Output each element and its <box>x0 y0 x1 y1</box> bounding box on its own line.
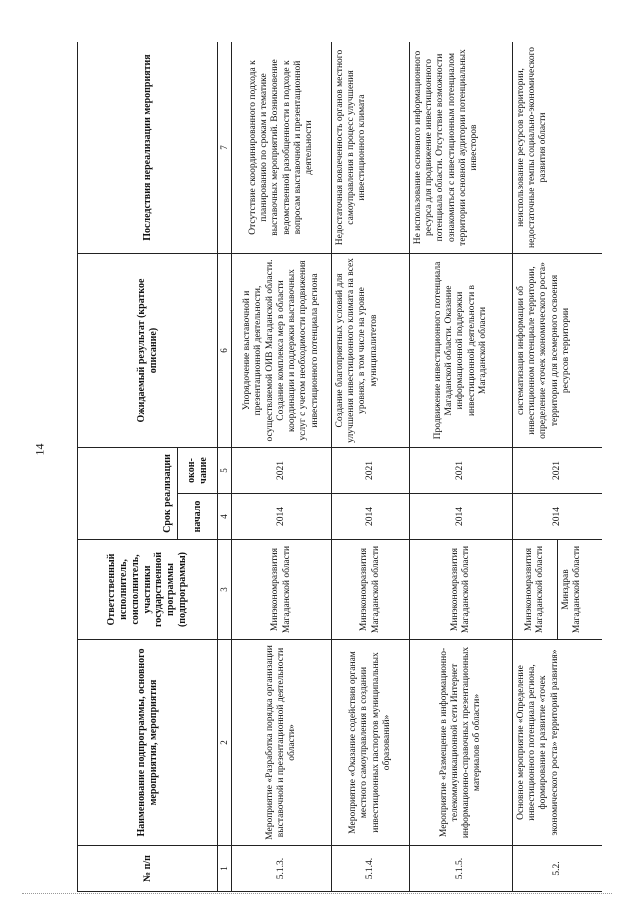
row-start: 2014 <box>513 494 603 540</box>
row-result: Продвижение инвестиционного потенциала Магаданской области. Оказание информационной поддержки инвестиционной деятельности в Магаданской области <box>410 254 513 448</box>
header-name: Наименование подпрограммы, основного мероприятия, мероприятия <box>78 640 218 846</box>
column-index: 5 <box>218 448 232 494</box>
table-frame <box>77 42 602 892</box>
column-index: 4 <box>218 494 232 540</box>
column-index-row <box>218 42 232 892</box>
row-name: Мероприятие «Размещение в информационно-телекоммуникационной сети Интернет информационно-справочных презентационных материалов об области» <box>410 640 513 846</box>
table-row <box>513 42 558 892</box>
header-term: Срок реализации <box>78 448 178 540</box>
row-name: Мероприятие «Оказание содействия органам местного самоуправления в создании инвестиционных паспортов муниципальных образований» <box>332 640 410 846</box>
row-result: систематизация информации об инвестиционном потенциале территории, определение «точек экономического роста» территории для всемерного освоения ресурсов территории <box>513 254 603 448</box>
row-responsible: Минэкономразвития Магаданской области <box>232 540 332 640</box>
row-num: 5.1.3. <box>232 846 332 892</box>
row-num: 5.2. <box>513 846 603 892</box>
header-consequences: Последствия нереализации мероприятия <box>78 42 218 254</box>
row-end: 2021 <box>332 448 410 494</box>
row-consequences: Не использование основного информационного ресурса для продвижение инвестиционного потенциала области. Отсутствие возможности ознакомиться с инвестиционным потенциалом территории основной аудитории потенциальных инвесторов <box>410 42 513 254</box>
row-end: 2021 <box>513 448 603 494</box>
header-result: Ожидаемый результат (краткое описание) <box>78 254 218 448</box>
row-responsible: Минэкономразвития Магаданской области <box>332 540 410 640</box>
row-name: Мероприятие «Разработка порядка организации выставочной и презентационной деятельности области» <box>232 640 332 846</box>
row-responsible: Минэкономразвития Магаданской области <box>513 540 558 640</box>
row-num: 5.1.4. <box>332 846 410 892</box>
row-consequences: неиспользование ресурсов территории, недостаточные темпы социально-экономического развития области <box>513 42 603 254</box>
rotated-table-wrapper <box>77 42 602 892</box>
column-index: 3 <box>218 540 232 640</box>
column-index: 1 <box>218 846 232 892</box>
table-row <box>232 42 332 892</box>
row-result: Создание благоприятных условий для улучшения инвестиционного климата на всех уровнях, в том числе на уровне муниципалитетов <box>332 254 410 448</box>
row-start: 2014 <box>332 494 410 540</box>
header-row <box>78 42 178 892</box>
row-start: 2014 <box>232 494 332 540</box>
row-responsible: Минздрав Магаданской области <box>558 540 603 640</box>
row-start: 2014 <box>410 494 513 540</box>
row-name: Основное мероприятие «Определение инвестиционного потенциала региона, формирование и развитие «точек экономического роста» территорий развития» <box>513 640 603 846</box>
row-responsible: Минэкономразвития Магаданской области <box>410 540 513 640</box>
column-index: 6 <box>218 254 232 448</box>
table-row <box>410 42 513 892</box>
row-consequences: Недостаточная вовлеченность органов местного самоуправления в процесс улучшения инвестиционного климата <box>332 42 410 254</box>
table-row <box>332 42 410 892</box>
header-end: окон-чание <box>178 448 218 494</box>
row-num: 5.1.5. <box>410 846 513 892</box>
header-start: начало <box>178 494 218 540</box>
page-bottom-rule <box>22 893 612 894</box>
row-consequences: Отсутствие скоординированного подхода к планированию по срокам и тематике выставочных мероприятий. Возникновение ведомственной разобщенности в подходе к вопросам выставочной и презентационной деятельности <box>232 42 332 254</box>
page-number: 14 <box>32 443 47 456</box>
row-end: 2021 <box>410 448 513 494</box>
header-responsible: Ответственный исполнитель, соисполнитель, участники государственной программы (подпрограммы) <box>78 540 218 640</box>
row-result: Упорядочение выставочной и презентационной деятельности, осуществляемой ОИВ Магаданской области. Создание комплекса мер в области координации и поддержки выставочных услуг с учетом необходимости продвижения инвестиционного потенциала региона <box>232 254 332 448</box>
column-index: 7 <box>218 42 232 254</box>
column-index: 2 <box>218 640 232 846</box>
program-measures-table <box>77 42 602 892</box>
header-num: № п/п <box>78 846 218 892</box>
row-end: 2021 <box>232 448 332 494</box>
